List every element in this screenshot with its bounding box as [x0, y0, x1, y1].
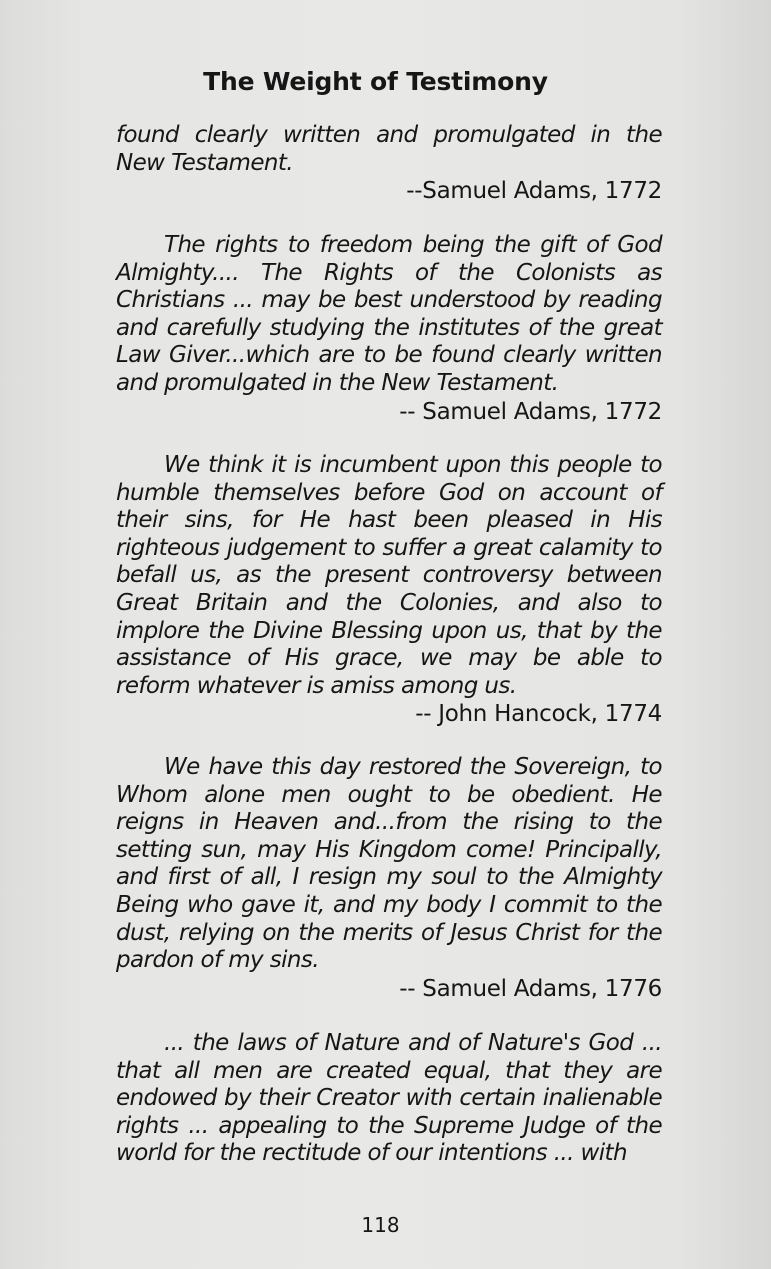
quote-text: found clearly written and promulgated in the New Testament.	[116, 122, 662, 176]
quote-entry-4	[116, 754, 662, 1003]
page-title: The Weight of Testimony	[203, 67, 548, 96]
quote-entry-5	[116, 1030, 662, 1168]
quote-text: The rights to freedom being the gift of God Almighty.... The Rights of the Colonists as Christians ... may be best understood by reading and carefully studying the institutes of the great Law Giver...which are to be found clearly written and promulgated in the New Testament.	[116, 232, 662, 396]
quote-attribution: -- Samuel Adams, 1772	[399, 398, 662, 425]
quote-attribution: -- John Hancock, 1774	[415, 701, 662, 728]
quote-text: ... the laws of Nature and of Nature's God ... that all men are created equal, that they are endowed by their Creator with certain inalienable rights ... appealing to the Supreme Judge of the world for the rectitude of our intentions ... with	[116, 1030, 662, 1167]
quote-entry-3	[116, 452, 662, 728]
quote-text: We think it is incumbent upon this people to humble themselves before God on account of their sins, for He hast been pleased in His righteous judgement to suffer a great calamity to befall us, as the present controversy between Great Britain and the Colonies, and also to implore the Divine Blessing upon us, that by the assistance of His grace, we may be able to reform whatever is amiss among us.	[116, 452, 662, 699]
quote-attribution: -- Samuel Adams, 1776	[399, 975, 662, 1002]
quote-attribution: --Samuel Adams, 1772	[406, 178, 662, 205]
page-number: 118	[361, 1213, 400, 1237]
quote-entry-2	[116, 232, 662, 426]
quote-entry-1	[116, 122, 662, 205]
quote-text: We have this day restored the Sovereign, to Whom alone men ought to be obedient. He reigns in Heaven and...from the rising to the setting sun, may His Kingdom come! Principally, and first of all, I resign my soul to the Almighty Being who gave it, and my body I commit to the dust, relying on the merits of Jesus Christ for the pardon of my sins.	[116, 754, 662, 974]
